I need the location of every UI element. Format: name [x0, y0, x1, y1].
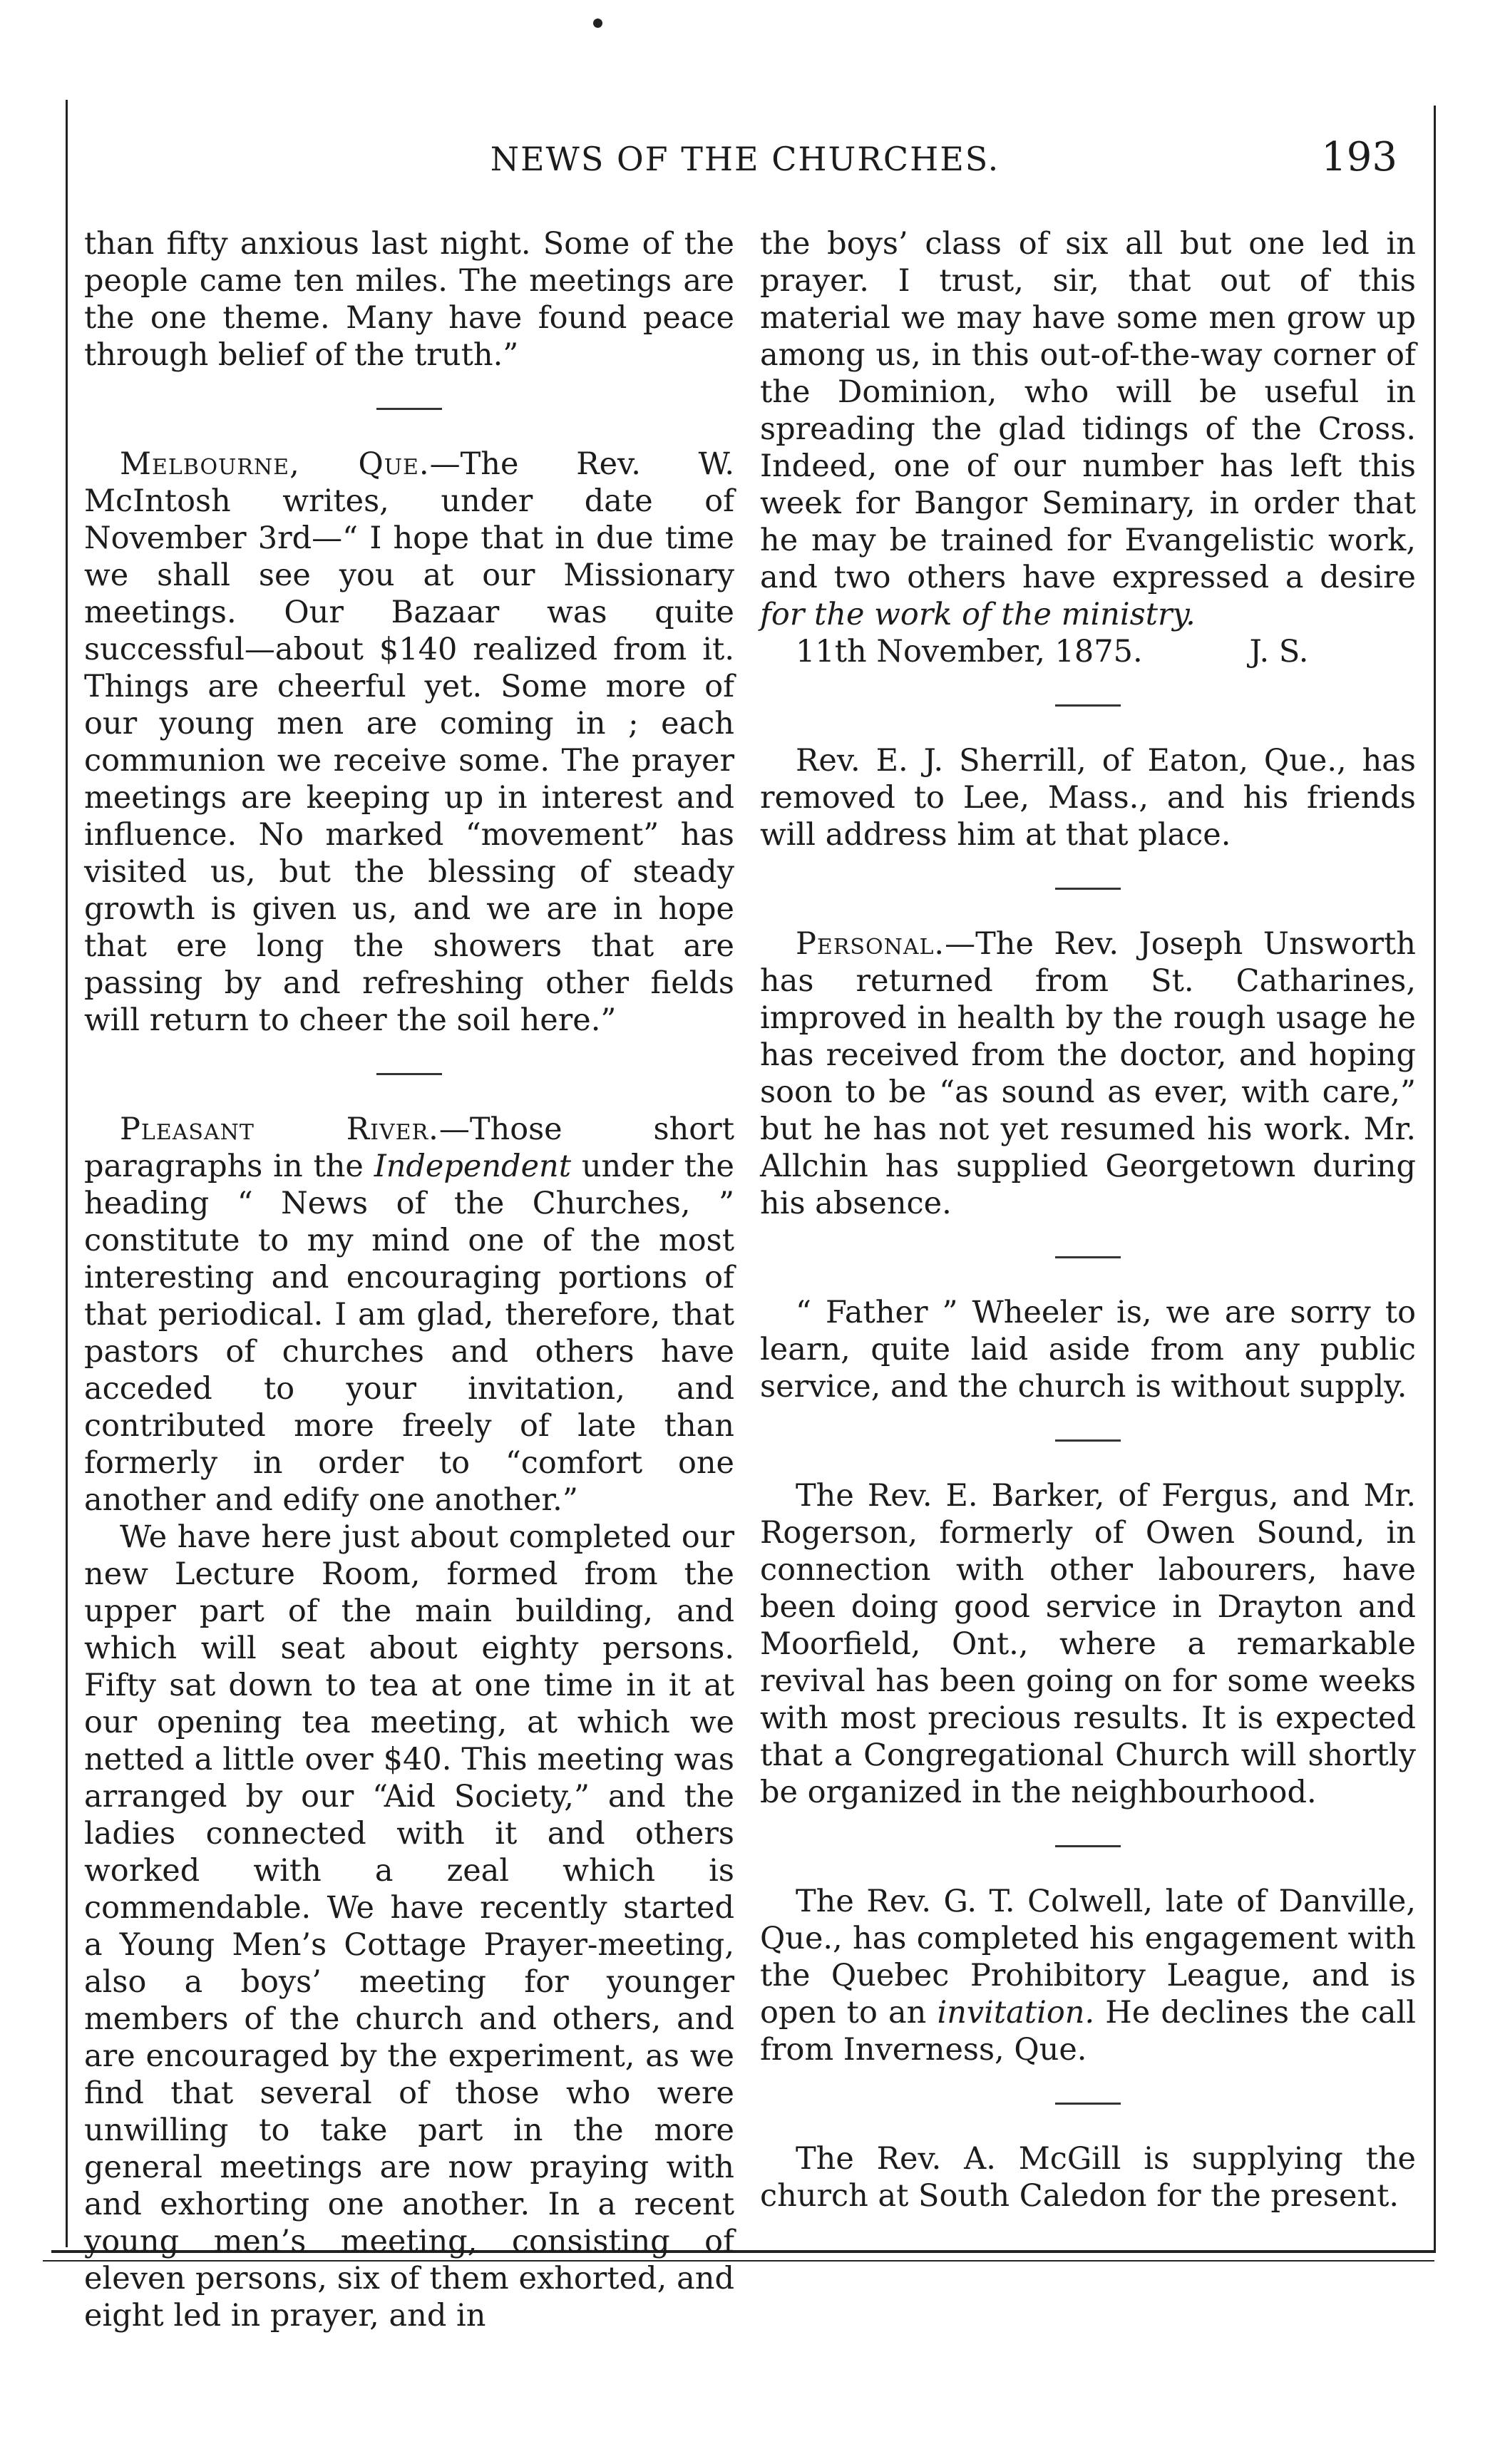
paragraph-barker: The Rev. E. Barker, of Fergus, and Mr. Rogerson, formerly of Owen Sound, in connection with other labourers, have been doing good service in Drayton and Moorfield, Ont., where a remarkable revival has been going on for some weeks with most precious results. It is expected that a Congregational Church will shortly be organized in the neighbourhood.	[760, 1478, 1416, 1810]
section-divider	[1055, 1439, 1121, 1442]
section-divider	[1055, 704, 1121, 707]
section-divider	[1055, 1256, 1121, 1258]
melbourne-heading: Melbourne, Que.	[120, 446, 430, 482]
paragraph-continuation: than fifty anxious last night. Some of the people came ten miles. The meetings are the one theme. Many have found peace through belief of the truth.”	[84, 226, 734, 373]
personal-body: —The Rev. Joseph Unsworth has returned from St. Catharines, improved in health by the rough usage he has received from the doctor, and hoping soon to be “as sound as ever, with care,” but he has not yet resumed his work. Mr. Allchin has supplied Georgetown during his absence.	[760, 926, 1416, 1221]
section-divider	[376, 408, 442, 410]
section-divider	[376, 1073, 442, 1075]
running-title: NEWS OF THE CHURCHES.	[490, 140, 1000, 178]
signature-initials: J. S.	[1249, 634, 1309, 669]
continued-emphasis: for the work of the ministry.	[760, 597, 1196, 632]
pleasant-river-heading: Pleasant River.	[120, 1112, 439, 1147]
signature-line	[760, 633, 1416, 670]
section-divider	[1055, 888, 1121, 890]
colwell-body-a: The Rev. G. T. Colwell, late of Danville, Que., has completed his engagement with the Quebec Prohibitory League, and is open to an	[760, 1884, 1416, 2031]
paragraph-continued	[760, 225, 1416, 633]
right-column	[760, 225, 1416, 2214]
paragraph-pleasant-river	[84, 1111, 734, 1519]
right-border-line	[1434, 106, 1436, 2252]
colwell-body-b: He declines the call from Inverness, Que.	[760, 1995, 1416, 2068]
paragraph-lecture-room: We have here just about completed our new Lecture Room, formed from the upper part of the main building, and which will seat about eighty persons. Fifty sat down to tea at one time in it at our opening tea meeting, at which we netted a little over $40. This meeting was arranged by our “Aid Society,” and the ladies connected with it and others worked with a zeal which is commendable. We have recently started a Young Men’s Cottage Prayer-meeting, also a boys’ meeting for younger members of the church and others, and are encouraged by the experiment, as we find that several of those who were unwilling to take part in the more general meetings are now praying with and exhorting one another. In a recent young men’s meeting, consisting of eleven persons, six of them exhorted, and eight led in prayer, and in	[84, 1519, 734, 2334]
melbourne-body: —The Rev. W. McIntosh writes, under date of November 3rd—“ I hope that in due time we shall see you at our Missionary meetings. Our Bazaar was quite successful—about $140 realized from it. Things are cheerful yet. Some more of our young men are coming in ; each communion we receive some. The prayer meetings are keeping up in interest and influence. No marked “movement” has visited us, but the blessing of steady growth is given us, and we are in hope that ere long the showers that are passing by and refreshing other fields will return to cheer the soil here.”	[84, 446, 734, 1038]
pleasant-river-body-a: —Those short paragraphs in the	[84, 1112, 734, 1184]
personal-heading: Personal.	[796, 926, 945, 962]
signature-date: 11th November, 1875.	[796, 634, 1143, 669]
paragraph-mcgill: The Rev. A. McGill is supplying the church at South Caledon for the present.	[760, 2141, 1416, 2214]
paragraph-sherrill: Rev. E. J. Sherrill, of Eaton, Que., has removed to Lee, Mass., and his friends will address him at that place.	[760, 743, 1416, 853]
paragraph-wheeler: “ Father ” Wheeler is, we are sorry to learn, quite laid aside from any public service, and the church is without supply.	[760, 1295, 1416, 1405]
paragraph-melbourne	[84, 446, 734, 1039]
paragraph-colwell	[760, 1883, 1416, 2068]
colwell-emphasis: invitation.	[937, 1995, 1095, 2031]
pleasant-river-body-b: under the heading “ News of the Churches, ” constitute to my mind one of the most interesting and encouraging portions of that periodical. I am glad, therefore, that pastors of churches and others have acceded to your invitation, and contributed more freely of late than formerly in order to “comfort one another and edify one another.”	[84, 1149, 734, 1518]
independent-title: Independent	[374, 1149, 571, 1184]
section-divider	[1055, 2103, 1121, 2105]
continued-body: the boys’ class of six all but one led in prayer. I trust, sir, that out of this material we may have some men grow up among us, in this out-of-the-way corner of the Dominion, who will be useful in spreading the glad tidings of the Cross. Indeed, one of our number has left this week for Bangor Seminary, in order that he may be trained for Evangelistic work, and two others have expressed a desire	[760, 226, 1416, 595]
section-divider	[1055, 1845, 1121, 1847]
left-border-line	[66, 100, 68, 2247]
page-header	[71, 134, 1419, 191]
paragraph-personal	[760, 925, 1416, 1222]
left-column	[84, 225, 734, 2334]
stray-ink-dot	[593, 19, 602, 28]
page-number: 193	[1321, 134, 1397, 180]
